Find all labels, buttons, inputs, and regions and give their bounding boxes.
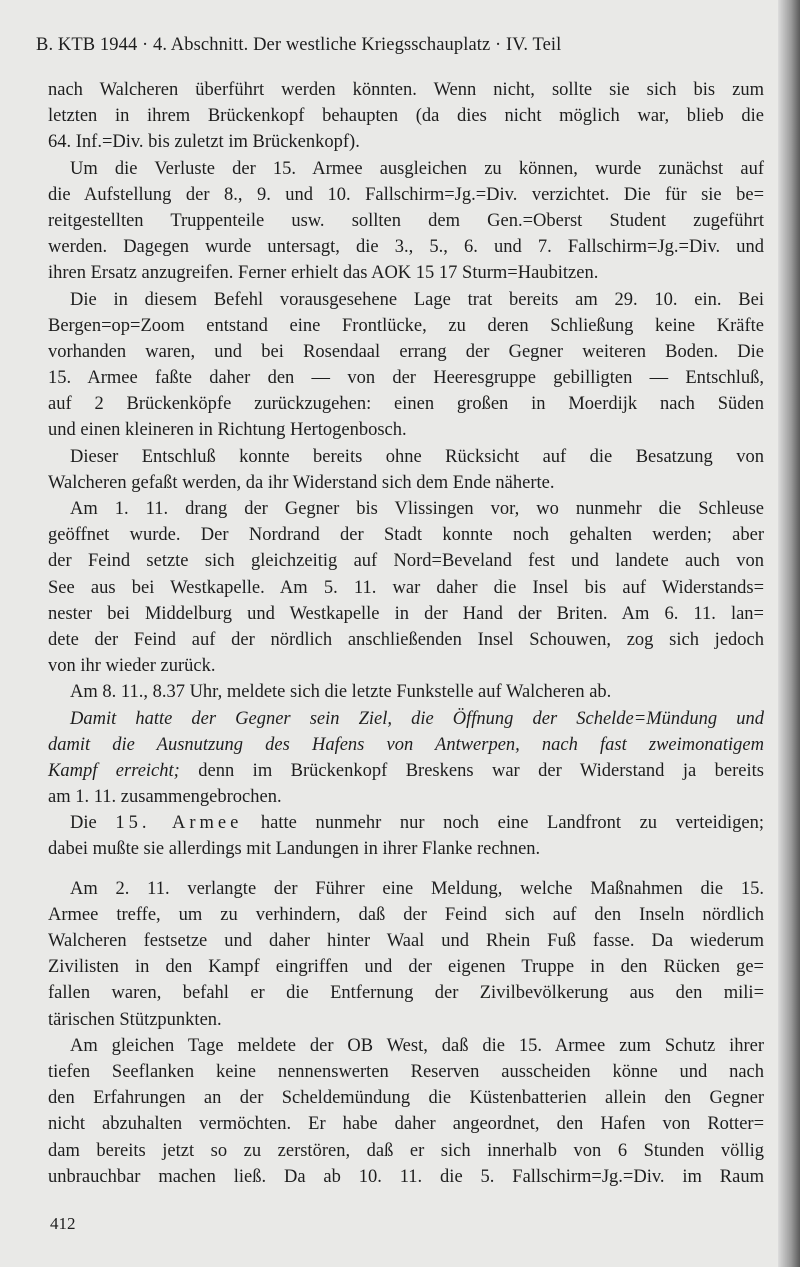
text: Walcheren gefaßt werden, da ihr Widerstand sich dem Ende näherte.: [48, 472, 555, 493]
paragraph: [48, 876, 764, 1033]
paragraph: [48, 156, 764, 287]
text-line: [48, 810, 764, 836]
book-spine-shadow: [778, 0, 800, 1267]
text: Am 1. 11. drang der Gegner bis Vlissingen vor, wo nunmehr die Schleuse: [70, 499, 764, 519]
text-line: [48, 1085, 764, 1111]
text: tiefen Seeflanken keine nennenswerten Reserven ausscheiden könne und nach: [48, 1061, 764, 1082]
text-line: [48, 103, 764, 129]
text-line: [48, 836, 764, 862]
text: Walcheren festsetze und daher hinter Waal und Rhein Fuß fasse. Da wiederum: [48, 931, 764, 951]
text: Zivilisten in den Kampf eingriffen und der eigenen Truppe in den Rücken ge=: [48, 957, 764, 978]
paragraph: [48, 287, 764, 444]
paragraph: [48, 679, 764, 705]
paragraph: [48, 77, 764, 156]
text: den Erfahrungen an der Scheldemündung die Küstenbatterien allein den Gegner: [48, 1088, 764, 1109]
text: dam bereits jetzt so zu zerstören, daß er sich innerhalb von 6 Stunden völlig: [48, 1140, 764, 1161]
paragraph: [48, 810, 764, 862]
text: nach Walcheren überführt werden könnten. Wenn nicht, sollte sie sich bis zum: [48, 80, 764, 100]
text-line: [48, 876, 764, 902]
paragraph: [48, 444, 764, 496]
text-line: [48, 417, 764, 443]
text: unbrauchbar machen ließ. Da ab 10. 11. die 5. Fallschirm=Jg.=Div. im Raum: [48, 1166, 764, 1187]
text-line: [48, 784, 764, 810]
text-line: [48, 444, 764, 470]
text: Am 2. 11. verlangte der Führer eine Meldung, welche Maßnahmen die 15.: [70, 878, 764, 899]
text: Die: [70, 813, 116, 834]
text-line: [48, 365, 764, 391]
text: letzten in ihrem Brückenkopf behaupten (da dies nicht möglich war, blieb die: [48, 106, 764, 127]
text-line: [48, 1164, 764, 1190]
text-line: [48, 234, 764, 260]
text-line: [48, 339, 764, 365]
text-line: [48, 287, 764, 313]
text-line: [48, 954, 764, 980]
text-line: [48, 182, 764, 208]
text-line: [48, 522, 764, 548]
text: 64. Inf.=Div. bis zuletzt im Brückenkopf).: [48, 132, 360, 153]
text: denn im Brückenkopf Breskens war der Widerstand ja bereits: [179, 760, 764, 781]
text-line: [48, 470, 764, 496]
text-line: [48, 601, 764, 627]
text: Bergen=op=Zoom entstand eine Frontlücke, zu deren Schließung keine Kräfte: [48, 315, 764, 336]
text: Am gleichen Tage meldete der OB West, daß die 15. Armee zum Schutz ihrer: [70, 1035, 764, 1056]
text-line: [48, 129, 764, 155]
text-line: [48, 313, 764, 339]
text: Um die Verluste der 15. Armee ausgleichen zu können, wurde zunächst auf: [70, 158, 764, 179]
text: auf 2 Brückenköpfe zurückzugehen: einen großen in Moerdijk nach Süden: [48, 394, 764, 415]
text-line: [48, 1111, 764, 1137]
text-line: [48, 1007, 764, 1033]
text: geöffnet wurde. Der Nordrand der Stadt konnte noch gehalten werden; aber: [48, 525, 764, 546]
italic-text: Damit hatte der Gegner sein Ziel, die Öffnung der Schelde=Mündung und: [70, 708, 764, 729]
body-text: [48, 77, 764, 1190]
text-line: [48, 575, 764, 601]
running-header: B. KTB 1944 · 4. Abschnitt. Der westliche Kriegsschauplatz · IV. Teil: [36, 35, 562, 55]
text: nester bei Middelburg und Westkapelle in der Hand der Briten. Am 6. 11. lan=: [48, 603, 764, 624]
text: werden. Dagegen wurde untersagt, die 3., 5., 6. und 7. Fallschirm=Jg.=Div. und: [48, 237, 764, 258]
text: hatte nunmehr nur noch eine Landfront zu verteidigen;: [242, 813, 765, 834]
text: See aus bei Westkapelle. Am 5. 11. war daher die Insel bis auf Widerstands=: [48, 577, 764, 598]
text-line: [48, 706, 764, 732]
text: fallen waren, befahl er die Entfernung der Zivilbevölkerung aus den mili=: [48, 983, 764, 1004]
paragraph: [48, 706, 764, 811]
text-line: [48, 980, 764, 1006]
text: nicht abzuhalten vermöchten. Er habe daher angeordnet, den Hafen von Rotter=: [48, 1114, 764, 1135]
italic-text: Kampf erreicht;: [48, 760, 180, 781]
text-line: [48, 1138, 764, 1164]
text: tärischen Stützpunkten.: [48, 1009, 222, 1030]
text-line: [48, 679, 764, 705]
text: und einen kleineren in Richtung Hertogenbosch.: [48, 420, 407, 441]
text: dabei mußte sie allerdings mit Landungen in ihrer Flanke rechnen.: [48, 839, 541, 860]
text-line: [48, 1033, 764, 1059]
text-line: [48, 496, 764, 522]
text-line: [48, 208, 764, 234]
page-number: 412: [50, 1214, 76, 1233]
text: von ihr wieder zurück.: [48, 656, 216, 677]
text: Die in diesem Befehl vorausgesehene Lage trat bereits am 29. 10. ein. Bei: [70, 289, 764, 310]
text-line: [48, 928, 764, 954]
text: am 1. 11. zusammengebrochen.: [48, 787, 282, 808]
text: 15. Armee faßte daher den — von der Heeresgruppe gebilligten — Entschluß,: [48, 368, 764, 389]
text: ihren Ersatz anzugreifen. Ferner erhielt das AOK 15 17 Sturm=Haubitzen.: [48, 263, 599, 284]
spaced-text: 15. Armee: [115, 813, 243, 834]
text-line: [48, 627, 764, 653]
text: Am 8. 11., 8.37 Uhr, meldete sich die letzte Funkstelle auf Walcheren ab.: [70, 682, 612, 703]
text-line: [48, 1059, 764, 1085]
text-line: [48, 156, 764, 182]
paragraph: [48, 1033, 764, 1190]
text-line: [48, 77, 764, 103]
paragraph: [48, 496, 764, 679]
text-line: [48, 653, 764, 679]
text-line: [48, 391, 764, 417]
text: reitgestellten Truppenteile usw. sollten dem Gen.=Oberst Student zugeführt: [48, 210, 764, 231]
text-line: [48, 902, 764, 928]
italic-text: damit die Ausnutzung des Hafens von Antwerpen, nach fast zweimonatigem: [48, 734, 764, 755]
text-line: [48, 548, 764, 574]
text: vorhanden waren, und bei Rosendaal errang der Gegner weiteren Boden. Die: [48, 341, 764, 362]
text: dete der Feind auf der nördlich anschließenden Insel Schouwen, zog sich jedoch: [48, 629, 764, 650]
text: der Feind setzte sich gleichzeitig auf Nord=Beveland fest und landete auch von: [48, 551, 764, 572]
text: Dieser Entschluß konnte bereits ohne Rücksicht auf die Besatzung von: [70, 446, 764, 467]
text-line: [48, 758, 764, 784]
text: Armee treffe, um zu verhindern, daß der Feind sich auf den Inseln nördlich: [48, 904, 764, 925]
text-line: [48, 732, 764, 758]
text-line: [48, 260, 764, 286]
text: die Aufstellung der 8., 9. und 10. Fallschirm=Jg.=Div. verzichtet. Die für sie be=: [48, 184, 764, 205]
